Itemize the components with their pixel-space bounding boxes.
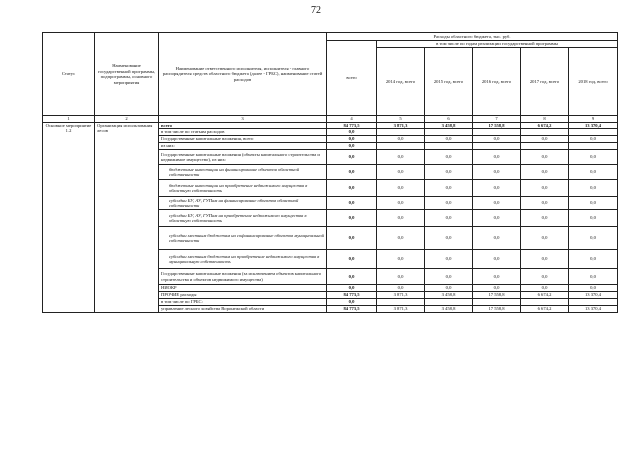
- row-year-value: 0,0: [473, 197, 521, 210]
- header-year: 2018 год, всего: [569, 48, 618, 116]
- row-total: 0,0: [327, 165, 377, 180]
- row-year-value: 0,0: [377, 269, 425, 285]
- row-total: 0,0: [327, 143, 377, 150]
- row-year-value: 0,0: [473, 165, 521, 180]
- row-year-value: 0,0: [377, 180, 425, 197]
- row-year-value: [425, 299, 473, 306]
- row-year-value: 0,0: [377, 165, 425, 180]
- header-year: 2017 год, всего: [521, 48, 569, 116]
- row-year-value: 0,0: [521, 136, 569, 143]
- column-number: 8: [521, 116, 569, 123]
- row-year-value: [521, 143, 569, 150]
- row-year-value: 0,0: [473, 210, 521, 227]
- row-year-value: 0,0: [425, 250, 473, 269]
- row-year-value: 17 558,8: [473, 122, 521, 129]
- budget-table: [42, 32, 618, 313]
- row-total: 0,0: [327, 299, 377, 306]
- row-label: в том числе по ГРБС:: [159, 299, 327, 306]
- row-year-value: 0,0: [425, 197, 473, 210]
- row-label: субсидии БУ, АУ, ГУПам на финансирование объектов областной собственности: [159, 197, 327, 210]
- row-year-value: [377, 129, 425, 136]
- row-year-value: 0,0: [569, 227, 618, 250]
- row-year-value: 0,0: [425, 150, 473, 165]
- row-year-value: [473, 143, 521, 150]
- row-label: бюджетные инвестиции на финансирование объектов областной собственности: [159, 165, 327, 180]
- row-year-value: 0,0: [473, 227, 521, 250]
- column-number: 7: [473, 116, 521, 123]
- row-year-value: 0,0: [569, 210, 618, 227]
- row-year-value: [569, 143, 618, 150]
- header-program-name: Наименование государственной программы, подпрограммы, основного мероприятия: [95, 33, 159, 116]
- row-year-value: 0,0: [569, 136, 618, 143]
- row-year-value: 3 871,3: [377, 122, 425, 129]
- row-label: субсидии местным бюджетам на приобретение недвижимого имущества в муниципальную собственность: [159, 250, 327, 269]
- row-year-value: [425, 143, 473, 150]
- row-label: ПРОЧИЕ расходы: [159, 292, 327, 299]
- page-number: 72: [311, 5, 321, 16]
- row-year-value: [521, 129, 569, 136]
- header-year: 2016 год, всего: [473, 48, 521, 116]
- program-name-cell: Организация использования лесов: [95, 122, 159, 313]
- row-year-value: 0,0: [521, 269, 569, 285]
- header-executor: Наименование ответственного исполнителя, исполнителя - главного распорядителя средств областного бюджета (далее - ГРБС), наименование статей расходов: [159, 33, 327, 116]
- row-total: 0,0: [327, 285, 377, 292]
- row-label: управление лесного хозяйства Воронежской области: [159, 306, 327, 313]
- column-number: 1: [43, 116, 95, 123]
- row-year-value: 0,0: [473, 269, 521, 285]
- row-year-value: 3 871,3: [377, 292, 425, 299]
- header-year: 2014 год, всего: [377, 48, 425, 116]
- row-year-value: 17 558,8: [473, 306, 521, 313]
- row-year-value: 0,0: [569, 285, 618, 292]
- row-year-value: 0,0: [521, 180, 569, 197]
- row-label: Государственные капитальные вложения (объекты капитального строительства и недвижимое имущество), из них:: [159, 150, 327, 165]
- row-year-value: 0,0: [425, 227, 473, 250]
- row-year-value: 0,0: [425, 136, 473, 143]
- header-year: 2015 год, всего: [425, 48, 473, 116]
- row-year-value: 3 458,8: [425, 306, 473, 313]
- row-year-value: 3 458,8: [425, 122, 473, 129]
- row-year-value: 0,0: [425, 180, 473, 197]
- row-year-value: 0,0: [425, 269, 473, 285]
- row-year-value: 0,0: [521, 285, 569, 292]
- row-label: из них:: [159, 143, 327, 150]
- row-year-value: 0,0: [377, 285, 425, 292]
- row-year-value: 0,0: [473, 180, 521, 197]
- row-year-value: 0,0: [473, 285, 521, 292]
- row-total: 84 773,5: [327, 292, 377, 299]
- row-total: 0,0: [327, 269, 377, 285]
- row-year-value: [473, 129, 521, 136]
- row-year-value: 0,0: [473, 150, 521, 165]
- row-year-value: 0,0: [569, 150, 618, 165]
- column-number: 6: [425, 116, 473, 123]
- row-year-value: 0,0: [521, 210, 569, 227]
- row-year-value: 0,0: [569, 197, 618, 210]
- header-by-year: в том числе по годам реализации государственной программы: [377, 41, 618, 48]
- row-year-value: 0,0: [377, 150, 425, 165]
- row-year-value: 0,0: [377, 136, 425, 143]
- column-number: 4: [327, 116, 377, 123]
- row-year-value: [569, 129, 618, 136]
- status-cell: Основное мероприятие 1.2: [43, 122, 95, 313]
- row-year-value: 6 674,2: [521, 122, 569, 129]
- row-label: в том числе по статьям расходов: [159, 129, 327, 136]
- row-year-value: 0,0: [521, 165, 569, 180]
- row-year-value: 0,0: [377, 197, 425, 210]
- row-label: бюджетные инвестиции на приобретение недвижимого имущества в областную собственность: [159, 180, 327, 197]
- row-label: Государственные капитальные вложения (за исключением объектов капитального строительства и объектов недвижимого имущества): [159, 269, 327, 285]
- row-total: 0,0: [327, 210, 377, 227]
- row-year-value: [521, 299, 569, 306]
- row-total: 0,0: [327, 227, 377, 250]
- row-year-value: 0,0: [521, 150, 569, 165]
- row-label: Государственные капитальные вложения, всего: [159, 136, 327, 143]
- row-year-value: 6 674,2: [521, 292, 569, 299]
- row-total: 0,0: [327, 150, 377, 165]
- row-total: 84 773,5: [327, 306, 377, 313]
- row-total: 0,0: [327, 129, 377, 136]
- row-year-value: 13 370,4: [569, 292, 618, 299]
- row-year-value: 0,0: [425, 285, 473, 292]
- row-year-value: 13 370,4: [569, 122, 618, 129]
- row-year-value: 0,0: [521, 197, 569, 210]
- row-total: 0,0: [327, 180, 377, 197]
- row-year-value: [377, 143, 425, 150]
- column-number: 2: [95, 116, 159, 123]
- header-total: всего: [327, 41, 377, 116]
- row-year-value: 3 458,8: [425, 292, 473, 299]
- row-year-value: 0,0: [521, 250, 569, 269]
- row-year-value: [473, 299, 521, 306]
- row-label: НИОКР: [159, 285, 327, 292]
- row-year-value: 0,0: [569, 250, 618, 269]
- column-number: 3: [159, 116, 327, 123]
- row-year-value: 0,0: [569, 180, 618, 197]
- row-label: субсидии местным бюджетам на софинансирование объектов муниципальной собственности: [159, 227, 327, 250]
- row-year-value: 0,0: [569, 165, 618, 180]
- row-year-value: 13 370,4: [569, 306, 618, 313]
- row-year-value: 0,0: [377, 227, 425, 250]
- row-label: субсидии БУ, АУ, ГУПам на приобретение недвижимого имущества в областную собственность: [159, 210, 327, 227]
- row-year-value: 0,0: [473, 136, 521, 143]
- row-total: 0,0: [327, 250, 377, 269]
- row-year-value: [425, 129, 473, 136]
- row-year-value: 0,0: [377, 210, 425, 227]
- row-total: 0,0: [327, 136, 377, 143]
- row-total: 84 773,5: [327, 122, 377, 129]
- row-label: всего: [159, 122, 327, 129]
- row-year-value: 0,0: [521, 227, 569, 250]
- row-year-value: 0,0: [569, 269, 618, 285]
- column-number: 5: [377, 116, 425, 123]
- row-year-value: [569, 299, 618, 306]
- header-status: Статус: [43, 33, 95, 116]
- row-year-value: 0,0: [473, 250, 521, 269]
- row-year-value: 0,0: [425, 165, 473, 180]
- row-total: 0,0: [327, 197, 377, 210]
- row-year-value: [377, 299, 425, 306]
- header-expenses-title: Расходы областного бюджета, тыс. руб.: [327, 33, 618, 41]
- row-year-value: 0,0: [377, 250, 425, 269]
- row-year-value: 17 558,8: [473, 292, 521, 299]
- row-year-value: 0,0: [425, 210, 473, 227]
- row-year-value: 6 674,2: [521, 306, 569, 313]
- row-year-value: 3 871,3: [377, 306, 425, 313]
- column-number: 9: [569, 116, 618, 123]
